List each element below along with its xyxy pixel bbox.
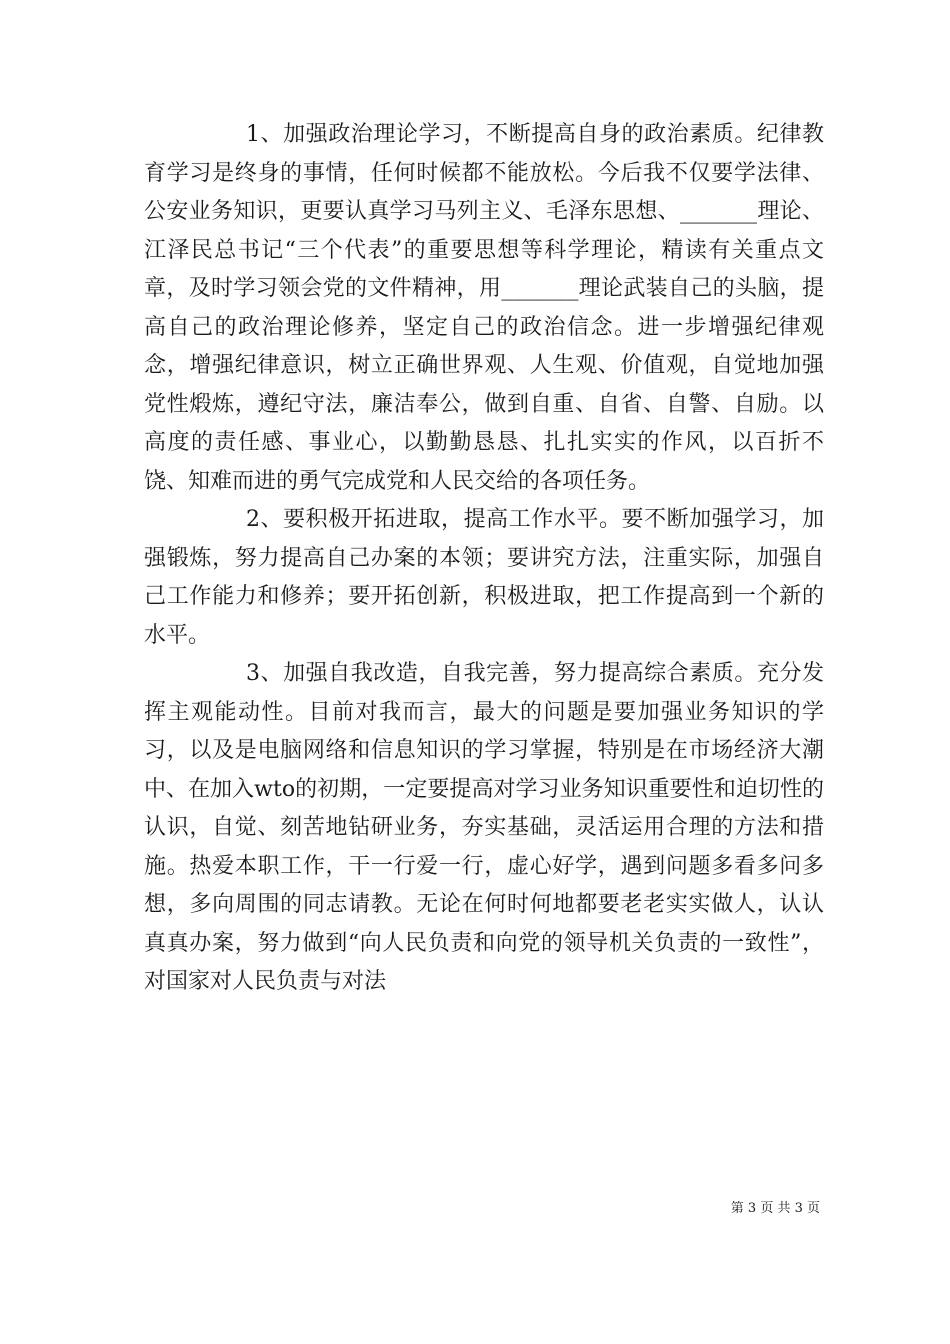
paragraph-2: 2、要积极开拓进取，提高工作水平。要不断加强学习，加强锻炼，努力提高自己办案的本领；要讲究方法，注重实际，加强自己工作能力和修养；要开拓创新，积极进取，把工作提高到一个新的水平。 [144,507,824,648]
paragraph-1: 1、加强政治理论学习，不断提高自身的政治素质。纪律教育学习是终身的事情，任何时候都不能放松。今后我不仅要学法律、公安业务知识，更要认真学习马列主义、毛泽东思想、_______理论、江泽民总书记“三个代表”的重要思想等科学理论，精读有关重点文章，及时学习领会党的文件精神，用_______理论武装自己的头脑，提高自己的政治理论修养，坚定自己的政治信念。进一步增强纪律观念，增强纪律意识，树立正确世界观、人生观、价值观，自觉地加强党性煅炼，遵纪守法，廉洁奉公，做到自重、自省、自警、自励。以高度的责任感、事业心，以勤勤恳恳、扎扎实实的作风，以百折不饶、知难而进的勇气完成党和人民交给的各项任务。 [144,122,824,494]
page-footer: 第 3 页 共 3 页 [730,1201,820,1216]
paragraph-3: 3、加强自我改造，自我完善，努力提高综合素质。充分发挥主观能动性。目前对我而言，最大的问题是要加强业务知识的学习，以及是电脑网络和信息知识的学习掌握，特别是在市场经济大潮中、在加入wto的初期，一定要提高对学习业务知识重要性和迫切性的认识，自觉、刻苦地钻研业务，夯实基础，灵活运用合理的方法和措施。热爱本职工作，干一行爱一行，虚心好学，遇到问题多看多问多想，多向周围的同志请教。无论在何时何地都要老老实实做人，认认真真办案，努力做到“向人民负责和向党的领导机关负责的一致性”，对国家对人民负责与对法 [144,661,824,994]
document-body [144,116,824,1002]
